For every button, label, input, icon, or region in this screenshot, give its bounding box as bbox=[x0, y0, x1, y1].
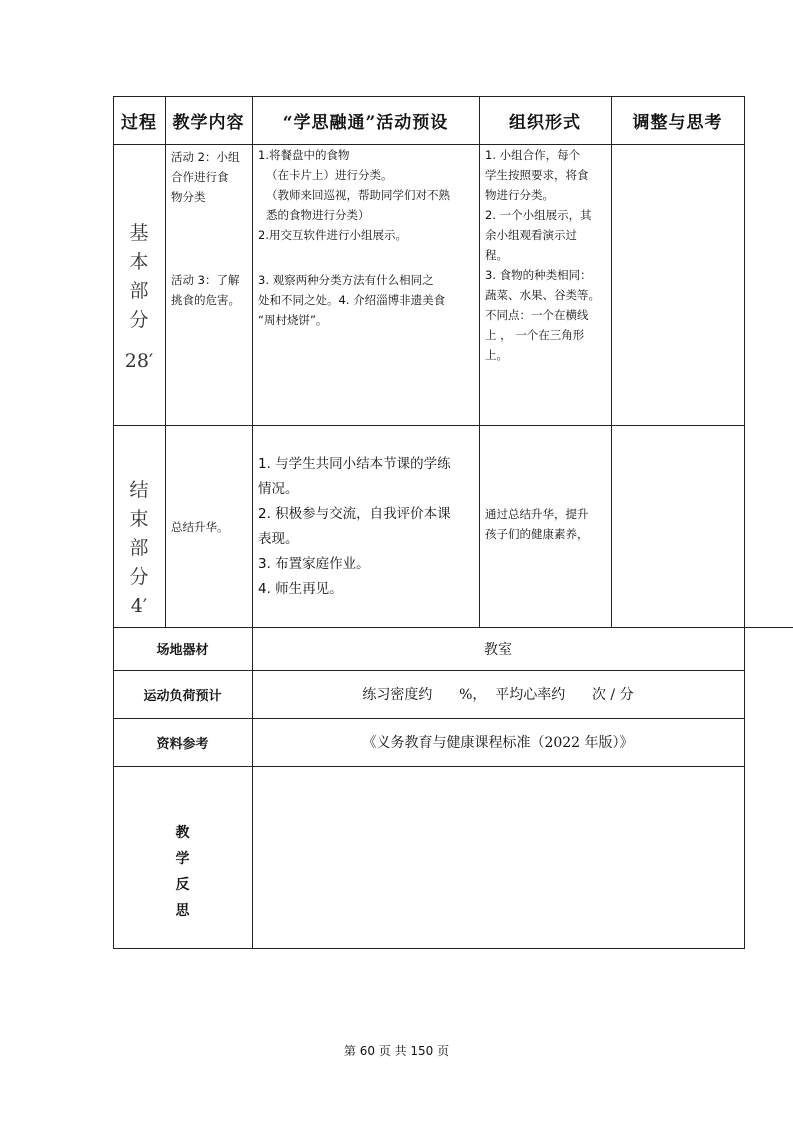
table-line bbox=[165, 96, 166, 627]
ending-content: 总结升华。 bbox=[171, 520, 229, 534]
text-line: 程。 bbox=[485, 248, 508, 262]
table-line bbox=[611, 96, 612, 627]
text-line: 物进行分类。 bbox=[485, 188, 554, 202]
reference-label: 资料参考 bbox=[156, 736, 209, 752]
text-line: 3. 观察两种分类方法有什么相同之 bbox=[258, 273, 434, 287]
reflection-char: 反 bbox=[175, 877, 190, 893]
header-process: 过程 bbox=[121, 112, 157, 133]
stage-char: 分 bbox=[129, 309, 149, 331]
text-line: 表现。 bbox=[258, 531, 299, 547]
stage-char: 结 bbox=[129, 479, 149, 501]
table-line bbox=[252, 96, 253, 949]
header-content: 教学内容 bbox=[172, 112, 245, 133]
header-activity: “学思融通”活动预设 bbox=[282, 112, 449, 133]
text-line: 活动 2：小组 bbox=[171, 150, 240, 164]
table-line bbox=[113, 948, 745, 949]
venue-value: 教室 bbox=[484, 641, 512, 658]
ending-time: 4′ bbox=[130, 595, 148, 617]
text-line: “周村烧饼”。 bbox=[258, 313, 328, 327]
basic-content-activity2 bbox=[171, 147, 251, 207]
basic-organization bbox=[485, 145, 610, 365]
load-label: 运动负荷预计 bbox=[143, 688, 222, 704]
stage-char: 部 bbox=[129, 537, 149, 559]
text-line: （在卡片上）进行分类。 bbox=[266, 168, 393, 182]
text-line: 合作进行食 bbox=[171, 170, 229, 184]
text-line: 处和不同之处。4. 介绍淄博非遗美食 bbox=[258, 293, 446, 307]
stage-char: 本 bbox=[129, 251, 149, 273]
text-line: （教师来回巡视，帮助同学们对不熟 bbox=[266, 188, 450, 202]
basic-stage-label bbox=[113, 219, 165, 335]
text-line: 活动 3：了解 bbox=[171, 273, 240, 287]
text-line: 悉的食物进行分类） bbox=[266, 208, 370, 222]
text-line: 通过总结升华，提升 bbox=[485, 507, 589, 521]
reflection-char: 教 bbox=[175, 825, 190, 841]
table-line bbox=[479, 96, 480, 627]
load-value: 练习密度约 %， 平均心率约 次 / 分 bbox=[362, 687, 634, 703]
text-line: 1. 与学生共同小结本节课的学练 bbox=[258, 456, 451, 472]
text-line: 1. 小组合作，每个 bbox=[485, 148, 581, 162]
text-line: 4. 师生再见。 bbox=[258, 581, 343, 597]
basic-time: 28′ bbox=[124, 350, 154, 372]
text-line: 蔬菜、水果、谷类等。 bbox=[485, 288, 600, 302]
stage-char: 部 bbox=[129, 280, 149, 302]
text-line: 学生按照要求，将食 bbox=[485, 168, 589, 182]
ending-organization bbox=[485, 504, 610, 544]
text-line: 1.将餐盘中的食物 bbox=[258, 148, 350, 162]
stage-char: 分 bbox=[129, 566, 149, 588]
text-line: 2. 一个小组展示，其 bbox=[485, 208, 592, 222]
header-reflection: 调整与思考 bbox=[632, 112, 723, 133]
table-line bbox=[113, 766, 745, 767]
header-organization: 组织形式 bbox=[509, 112, 581, 133]
text-line: 上。 bbox=[485, 348, 508, 362]
text-line: 不同点：一个在横线 bbox=[485, 308, 589, 322]
ending-stage-label bbox=[113, 476, 165, 592]
text-line: 情况。 bbox=[258, 481, 299, 497]
reflection-char: 学 bbox=[175, 851, 190, 867]
text-line: 2.用交互软件进行小组展示。 bbox=[258, 228, 407, 242]
teaching-reflection-label bbox=[113, 820, 252, 924]
basic-content-activity3 bbox=[171, 270, 251, 310]
text-line: 余小组观看演示过 bbox=[485, 228, 577, 242]
text-line: 物分类 bbox=[171, 190, 206, 204]
ending-activity bbox=[258, 452, 478, 602]
text-line: 3. 食物的种类相同： bbox=[485, 268, 592, 282]
text-line: 2. 积极参与交流，自我评价本课 bbox=[258, 506, 451, 522]
text-line: 挑食的危害。 bbox=[171, 293, 240, 307]
venue-label: 场地器材 bbox=[156, 643, 209, 658]
stage-char: 基 bbox=[129, 222, 149, 244]
stage-char: 束 bbox=[129, 508, 149, 530]
text-line: 上 ， 一个在三角形 bbox=[485, 328, 585, 342]
table-line bbox=[744, 96, 745, 949]
table-line bbox=[113, 425, 745, 426]
text-line: 孩子们的健康素养， bbox=[485, 527, 589, 541]
basic-activity-part2 bbox=[258, 270, 478, 330]
text-line: 3. 布置家庭作业。 bbox=[258, 556, 370, 572]
reference-value: 《义务教育与健康课程标准（2022 年版）》 bbox=[362, 735, 634, 751]
page-footer: 第 60 页 共 150 页 bbox=[343, 1044, 450, 1058]
basic-activity-part1 bbox=[258, 145, 478, 245]
reflection-char: 思 bbox=[175, 903, 190, 919]
